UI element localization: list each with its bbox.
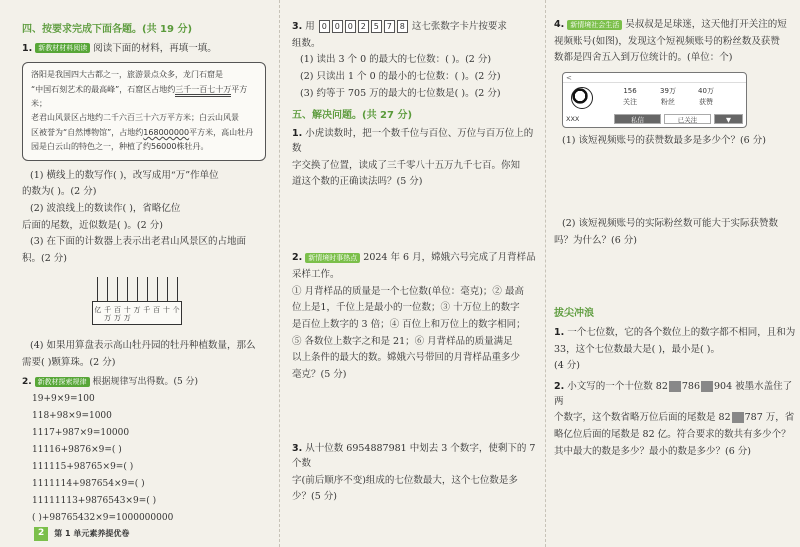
ink-blot: [701, 381, 713, 392]
sub-question-2b: 后面的尾数，近似数是( )。(2 分): [22, 219, 163, 231]
followed-button[interactable]: 已关注: [664, 114, 711, 124]
question-text: 组数。: [292, 37, 321, 49]
problem-1: [292, 127, 541, 245]
back-arrow-icon[interactable]: <: [563, 73, 746, 83]
stat-label: 粉丝: [661, 98, 675, 107]
digit-card: 5: [371, 20, 382, 33]
place-label: 百: [153, 305, 161, 314]
sub-question[interactable]: (3) 约等于 705 万的最大的七位数是( )。(2 分): [300, 87, 501, 99]
question-3: [292, 20, 541, 102]
question-text: 786: [681, 380, 701, 392]
stat-value: 156: [623, 87, 637, 96]
place-label: 千: [143, 305, 151, 314]
passage-line: 园是白云山的特色之一，种植了约56000株牡丹。: [31, 142, 209, 152]
question-2: [22, 376, 272, 525]
place-label: 十: [162, 305, 170, 314]
question-text: 2024 年 6 月，嫦娥六号完成了月背样品: [363, 252, 536, 264]
question-number: 1.: [292, 128, 303, 140]
question-text: 小虎读数时，把一个数千位与百位、万位与百万位上的数: [292, 128, 534, 154]
reading-passage: [22, 62, 266, 160]
question-tag: 新情境社会生活: [567, 20, 622, 30]
question-text: 数都是四舍五入到万位统计的。(单位：个): [554, 52, 733, 64]
question-text: 字(前后顺序不变)组成的七位数最大，这个七位数是多: [292, 474, 518, 486]
place-label: 亿: [94, 305, 102, 314]
question-text: 位上是1，千位上是最小的一位数；③ 十万位上的数字: [292, 302, 520, 314]
question-text: 视频账号(如图)，发现这个短视频账号的粉丝数及获赞: [554, 35, 780, 47]
message-button[interactable]: 私信: [614, 114, 661, 124]
question-text: 其中最大的数是多少？最小的数是多少？(6 分): [554, 445, 751, 457]
question-text: ① 月背样品的质量是一个七位数(单位：毫克)；② 最高: [292, 285, 524, 297]
digit-card: 2: [358, 20, 369, 33]
question-tag: 新教材探索规律: [35, 377, 90, 387]
counting-frame[interactable]: [92, 277, 182, 329]
wavy-number: 168000000: [143, 127, 190, 137]
stat-likes: [691, 86, 721, 108]
digit-card: 7: [384, 20, 395, 33]
digit-card: 8: [397, 20, 408, 33]
question-text: 是百位上数字的 3 倍；④ 百位上和万位上的数字相同；: [292, 318, 526, 330]
sub-question[interactable]: (2) 只读出 1 个 0 的最小的七位数：( )。(2 分): [300, 71, 501, 83]
sub-question-2a: (2) 波浪线上的数读作( )，省略亿位: [30, 203, 181, 214]
sub-question: 吗？为什么？(6 分): [554, 234, 637, 246]
pattern-answer-line[interactable]: ( )+98765432×9=1000000000: [32, 512, 174, 523]
section-5-title: 五、解决问题。(共 27 分): [292, 109, 413, 121]
question-tag: 新情境时事热点: [305, 253, 360, 263]
bonus-question-2: [554, 380, 796, 460]
place-label: 百万: [113, 305, 121, 322]
sub-question: (1) 该短视频账号的获赞数最多是多少个？(6 分): [562, 135, 766, 147]
pattern-answer-line[interactable]: 11116+9876×9=( ): [32, 445, 122, 456]
passage-line: “中国石刻艺术的最高峰”，石窟区占地约三千一百七十万平方米；: [31, 84, 248, 108]
question-text: ⑤ 各数位上数字之和是 21；⑥ 月背样品的质量满足: [292, 335, 513, 347]
pattern-line: 19+9×9=100: [32, 394, 95, 405]
stat-label: 关注: [623, 98, 637, 107]
account-name: XXX: [566, 115, 580, 124]
question-text: 小文写的一个十位数 82: [567, 380, 668, 392]
question-text: 采样工作。: [292, 268, 340, 280]
place-label: 十万: [123, 305, 131, 322]
digit-card: 0: [345, 20, 356, 33]
place-label: 千万: [104, 305, 112, 322]
question-number: 3.: [292, 21, 303, 32]
passage-line: 老君山风景区占地约二千六百三十六万平方米；白云山风景: [31, 113, 239, 123]
card-prefix: 用: [305, 21, 315, 32]
sub-question-1a: (1) 横线上的数写作( )，改写成用“万”作单位: [30, 169, 219, 181]
stat-following: [615, 86, 645, 108]
question-text: 毫克？(5 分): [292, 369, 347, 381]
question-1: [22, 42, 272, 371]
passage-line: 区被誉为“自然博物馆”，占地约168000000平方米，高山牡丹: [31, 127, 254, 137]
account-action-bar: [566, 114, 743, 124]
question-text: 略亿位后面的尾数是 82 亿。符合要求的数共有多少个？: [554, 429, 791, 441]
middle-column: [282, 0, 547, 547]
question-text: (4 分): [554, 360, 580, 372]
question-prompt: 根据规律写出得数。(5 分): [92, 377, 199, 388]
question-text[interactable]: 33，这个七位数最大是( )，最小是( )。: [554, 343, 720, 355]
stat-fans: [653, 86, 683, 108]
question-text: 个数字，这个数省略万位后面的尾数是 82: [554, 412, 731, 424]
bonus-question-1: [554, 326, 796, 374]
pattern-answer-line[interactable]: 111115+98765×9=( ): [32, 462, 134, 472]
question-text: 少？(5 分): [292, 491, 337, 503]
question-prompt: 阅读下面的材料，再填一填。: [93, 42, 217, 54]
question-number: 1.: [554, 326, 565, 338]
question-text: 904 被墨水盖住了两: [554, 380, 793, 407]
sub-question[interactable]: (1) 读出 3 个 0 的最大的七位数：( )。(2 分): [300, 54, 492, 66]
ink-blot: [732, 412, 744, 423]
digit-card: 0: [319, 20, 330, 33]
question-text: 从十位数 6954887981 中划去 3 个数字，使剩下的 7 个数: [292, 443, 536, 469]
stat-value: 40万: [698, 87, 714, 96]
question-number: 3.: [292, 443, 303, 455]
section-4-title: 四、按要求完成下面各题。(共 19 分): [22, 24, 193, 35]
stat-value: 39万: [660, 87, 676, 96]
question-text: 787 万，省: [744, 412, 795, 424]
passage-line: 洛阳是我国四大古都之一，旅游景点众多，龙门石窟是: [31, 70, 223, 80]
right-column: [548, 0, 800, 547]
pattern-line: 118+98×9=1000: [32, 411, 112, 422]
question-text: 字交换了位置，读成了三千零八十五万九千七百。你知: [292, 159, 521, 171]
sub-question-4b: 需要( )颗算珠。(2 分): [22, 356, 116, 368]
page-number: 2: [34, 527, 48, 541]
place-label: 个: [172, 305, 180, 314]
question-number: 2.: [22, 377, 32, 388]
question-text: 一个七位数，它的各个数位上的数字都不相同，且和为: [567, 326, 796, 338]
digit-card: 0: [332, 20, 343, 33]
left-column: [0, 0, 278, 547]
question-number: 1.: [22, 42, 33, 54]
sub-question: (2) 该短视频账号的实际粉丝数可能大于实际获赞数: [562, 217, 778, 229]
problem-2: [292, 251, 541, 436]
sub-question-3b: 积。(2 分): [22, 253, 67, 265]
question-number: 2.: [292, 252, 303, 264]
pattern-line: 1117+987×9=10000: [32, 428, 130, 439]
question-number: 2.: [554, 380, 565, 392]
underlined-number: 三千一百七十万: [175, 85, 231, 97]
question-text: 吴叔叔是足球迷，这天他打开关注的短: [625, 19, 787, 30]
question-tag: 新教材材料阅读: [35, 43, 90, 53]
ink-blot: [669, 381, 681, 392]
question-text: 道这个数的正确读法吗？(5 分): [292, 176, 423, 188]
question-text: 以上条件的最大的数。嫦娥六号带回的月背样品重多少: [292, 352, 521, 364]
counting-frame-labels: [92, 301, 182, 325]
page-footer: [34, 527, 129, 541]
sub-question-4a: (4) 如果用算盘表示高山牡丹园的牡丹种植数量，那么: [30, 339, 256, 351]
sub-question-3a: (3) 在下面的计数器上表示出老君山风景区的占地面: [30, 236, 246, 248]
bonus-section-title: 拔尖冲浪: [554, 308, 594, 320]
place-label: 万: [133, 305, 141, 314]
pattern-answer-line[interactable]: 11111113+9876543×9=( ): [32, 495, 157, 506]
problem-3: [292, 442, 541, 505]
footer-title: 第 1 单元素养提优卷: [54, 528, 130, 538]
question-number: 4.: [554, 19, 565, 30]
sub-question-1b: 的数为( )。(2 分): [22, 186, 97, 198]
soccer-ball-icon: [571, 87, 593, 109]
dropdown-icon[interactable]: ▼: [714, 114, 743, 124]
card-suffix: 这七张数字卡片按要求: [411, 21, 507, 32]
question-4: [554, 18, 796, 248]
stat-label: 获赞: [699, 98, 713, 107]
video-account-card: [562, 72, 747, 128]
pattern-answer-line[interactable]: 1111114+987654×9=( ): [32, 478, 145, 489]
